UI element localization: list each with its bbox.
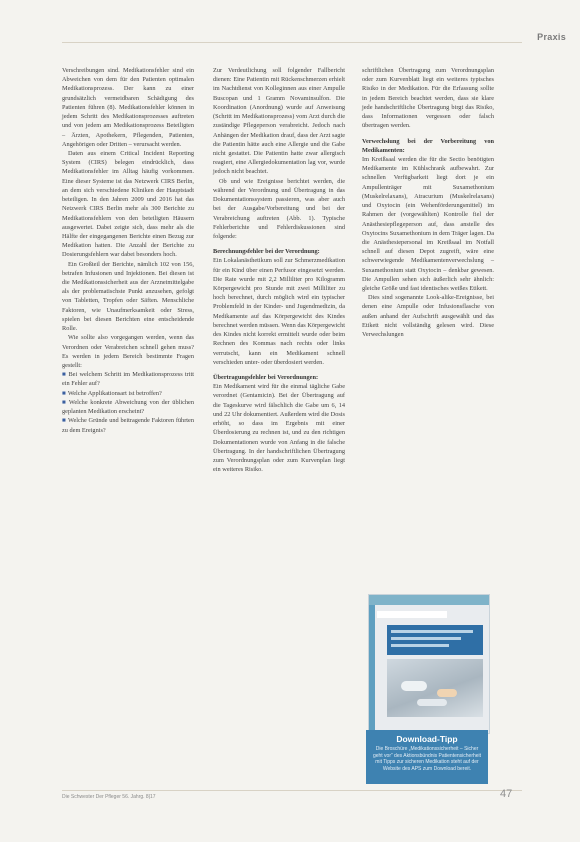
subheading: Verwechslung bei der Vorbereitung von Medikamenten: [362,137,494,154]
article-paragraph: schriftlichen Übertragung zum Verordnungsplan oder zum Kurvenblatt liegt ein weiteres typisches Risiko in der Medikation. Für die Erfassung sollte in jedem Bereich beachtet werden, dass sie klare jede handschriftliche Übertragung birgt das Risiko, dass Informationen vergessen oder falsch übertragen werden. [362,67,494,130]
download-tip-panel [366,730,488,784]
bullet-square-icon: ■ [62,398,67,406]
text-column-1 [62,66,194,435]
subheading: Übertragungsfehler bei Verordnungen: [213,374,319,381]
header-rule [62,42,522,43]
download-tip-box [366,594,488,784]
text-column-2 [213,66,345,474]
bullet-item [62,416,194,434]
bullet-text: Welche konkrete Abweichung von der üblichen geplanten Medikation erscheint? [62,398,194,416]
brochure-cover-image [368,594,490,734]
article-paragraph: Daten aus einem Critical Incident Reporting System (CIRS) belegen eindrücklich, dass Medikationsfehler im Alltag häufig vorkommen. Eine dieser Systeme ist das Netzwerk CIRS Berlin, an dem sich verschiedene Kliniken der Hauptstadt beteiligen. In den Jahren 2009 und 2016 hat das Netzwerk CIRS Berlin mehr als 300 Berichte zu Medikationsfehlern von den beteiligten Häusern ausgewertet. Dabei zeigte sich, dass mehr als die Hälfte der eingegangenen Berichte einen Bezug zur Medikation hatten. Die Anzahl der Berichte zu Dosierungsfehlern war dabei besonders hoch. [62,149,194,259]
bullet-square-icon: ■ [62,389,66,397]
subheading-paragraph [362,137,494,155]
footer-rule [62,790,522,791]
bullet-item [62,389,194,398]
download-tip-title: Download-Tipp [396,734,458,744]
section-label: Praxis [537,32,566,42]
bullet-text: Welche Applikationsart ist betroffen? [67,389,162,397]
article-paragraph: Ein Großteil der Berichte, nämlich 102 von 156, betrafen Infusionen und Injektionen. Bei diesen ist die Medikationssicherheit aus der Arzneimittelgabe als der problematischste Punkt anzusehen, gefolgt von Tabletten, Tropfen oder Säften. Menschliche Faktoren, wie Unaufmerksamkeit oder Stress, spielen bei diesen Berichten eine entscheidende Rolle. [62,260,194,333]
subheading: Berechnungsfehler bei der Verordnung: [213,248,320,256]
bullet-list [62,370,194,435]
article-paragraph: Verschreibungen sind. Medikationsfehler sind ein Abweichen von dem für den Patienten optimalen Medikationsprozess. Der kann zu einer grundsätzlich vermeidbaren Schädigung des Patienten führen (8). Medikationsfehler können in jedem Schritt des Medikationsprozesses auftreten und von jedem am Medikationsprozess Beteiligten – Ärzten, Apothekern, Pflegenden, Patienten, Angehörigen oder Dritten – verursacht werden. [62,67,194,148]
subheading-paragraph [213,373,345,382]
article-paragraph: Ein Lokalanästhetikum soll zur Schmerzmedikation für ein Kind über einen Perfusor eingesetzt werden. Die Rate wurde mit 2,2 Milliliter pro Kilogramm Körpergewicht pro Stunde mit zwei Milliliter zu hoch berechnet, durch möglich wird ein typischer Problemfeld in der Kinder- und Jugendmedizin, da Medikamente auf das Körpergewicht des Kindes berechnet werden müssen. Wenn das Körpergewicht des Kindes nicht korrekt ermittelt wurde oder beim Rechnen des Kommas nach rechts oder links verrutscht, kann ein Medikament schnell verschieden unter- oder überdosiert werden. [213,257,345,366]
bullet-item [62,398,194,416]
footer-text: Die Schwester Der Pfleger 56. Jahrg. 8|17 [62,794,156,800]
text-column-3 [362,66,494,339]
article-paragraph: Dies sind sogenannte Look-alike-Ereignisse, bei denen eine Ampulle oder Infusionsflasche von außen anhand der Aufschrift ausgewählt und das Etikett nicht vollständig gelesen wird. Diese Verwechslungen [362,294,494,339]
article-paragraph: Ob und wie Ereignisse berichtet werden, die während der Verordnung und Übertragung in das Dokumentationssystem passieren, was aber auch bei der Ausgabe/Vorbereitung und bei der Verabreichung auftreten (Abb. 1). Typische Fehlerberichte und Fehlerdiskussionen sind folgende: [213,177,345,240]
bullet-item [62,370,194,388]
bullet-text: Welche Gründe und beitragende Faktoren führten zu dem Ereignis? [62,417,194,434]
article-paragraph: Wie sollte also vorgegangen werden, wenn das Verordnen oder Verabreichen schnell gehen muss? Es werden in jedem Bereich bestimmte Fragen gestellt: [62,334,194,369]
article-paragraph: Zur Verdeutlichung soll folgender Fallbericht dienen: Eine Patientin mit Rückenschmerzen erhielt im Nachtdienst von Kolleginnen aus einer Ampulle Buscopan und 1 Gramm Novaminsulfon. Die Koordination (Anordnung) wurde auf Anweisung (Schritt im Medikationsprozess) vom Arzt durch die zuständige Pflegeperson verabreicht. Jedoch nach Anhängen der Medikation drauf, dass der Arzt sagte die Patientin hätte auch eine Allergie und die Gabe nicht gestattet. Die Patientin hatte zwar allergisch reagiert, eine Allergiedokumentation lag vor, wurde jedoch nicht beachtet. [213,67,345,176]
subheading-paragraph [213,247,345,256]
download-tip-text: Die Broschüre „Medikationssicherheit – Sicher geht vor“ des Aktionsbündnis Patientensicherheit mit Tipps zur sicheren Medikation steht auf der Website des APS zum Download bereit. [372,746,482,772]
bullet-text: Bei welchem Schritt im Medikationsprozess tritt ein Fehler auf? [62,371,194,388]
page-number: 47 [500,788,513,800]
article-paragraph: Im Kreißsaal werden die für die Sectio benötigten Medikamente im Kühlschrank aufbewahrt. Zur schnellen Verfügbarkeit liegt dort je ein Ampullenträger mit Suxamethonium (Muskelrelaxans), Atracurium (Muskelrelaxans) und Oxytocin (ein Wehenförderungsmittel) im Rahmen der (vorgewählten) Kontrolle fiel der Anästhesiepflegeperson auf, dass anstelle des Oxytocins Suxamethonium in dem Träger lagen. Da die Anästhesiepersonal im Kreißsaal im Notfall schnell auf diesen Depot zugreift, wäre eine schwerwiegende Medikamentenverwechslung – Suxamethonium statt Oxytocin – denkbar gewesen. Die Ampullen sehen sich äußerlich sehr ähnlich: gleiche Größe und fast identisches weißes Etikett. [362,155,494,293]
article-paragraph: Ein Medikament wird für die einmal tägliche Gabe verordnet (Gentamicin). Bei der Übertragung auf die Tageskurve wird fälschlich die Gabe um 6, 14 und 22 Uhr dokumentiert. Außerdem wird die Dosis erhöht, so dass im Ergebnis mit einer Überdosierung zu rechnen ist, und zu den richtigen Dokumentationen wurde von Anfang in die falsche Übertragung. In der handschriftlichen Übertragung zum Verordnungsplan oder zum Kurvenplan liegt ein weiteres Risiko. [213,383,345,474]
bullet-square-icon: ■ [62,417,67,425]
bullet-square-icon: ■ [62,371,67,379]
